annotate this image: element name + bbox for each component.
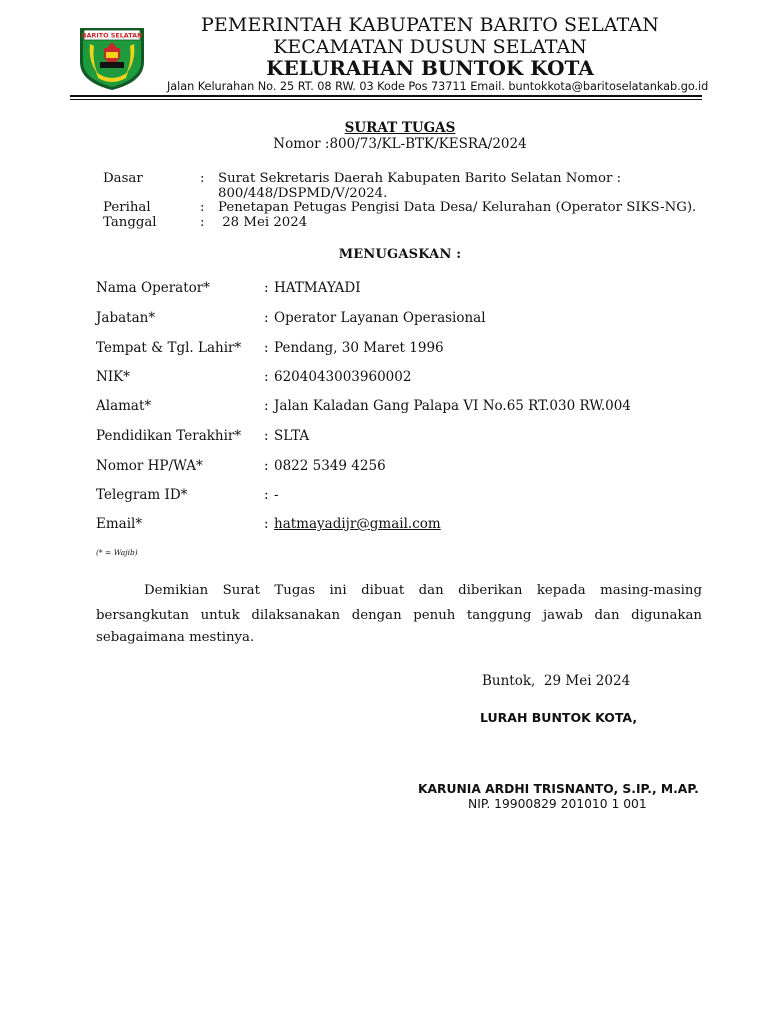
field-education-value: SLTA [274, 428, 310, 444]
field-nik-value: 6204043003960002 [274, 369, 412, 385]
field-address-value: Jalan Kaladan Gang Palapa VI No.65 RT.030 RW.004 [274, 398, 631, 414]
closing-line-3: sebagaimana mestinya. [96, 630, 255, 645]
signature-title: LURAH BUNTOK KOTA, [480, 710, 638, 725]
field-address-label: Alamat* [96, 398, 152, 414]
ref-subject-label: Perihal [103, 200, 151, 215]
field-position-label: Jabatan* [96, 310, 156, 326]
letterhead-thick-divider [70, 95, 702, 97]
field-operator-name-value: HATMAYADI [274, 280, 361, 296]
signature-name: KARUNIA ARDHI TRISNANTO, S.IP., M.AP. [418, 782, 699, 796]
document-number: Nomor :800/73/KL-BTK/KESRA/2024 [273, 136, 527, 152]
field-telegram-colon: : [264, 487, 269, 503]
field-email-colon: : [264, 516, 269, 532]
field-address-colon: : [264, 398, 269, 414]
signature-place-date: Buntok, 29 Mei 2024 [482, 673, 631, 689]
regency-emblem-logo [76, 22, 148, 92]
ref-subject-value: Penetapan Petugas Pengisi Data Desa/ Kelurahan (Operator SIKS-NG). [218, 200, 697, 215]
field-education-label: Pendidikan Terakhir* [96, 428, 242, 444]
ref-basis-colon: : [200, 171, 205, 186]
document-title: SURAT TUGAS [344, 120, 456, 136]
field-operator-name-label: Nama Operator* [96, 280, 210, 296]
letterhead-thin-divider [70, 99, 702, 100]
signature-nip: NIP. 19900829 201010 1 001 [468, 797, 647, 811]
ref-subject-colon: : [200, 200, 205, 215]
field-phone-value: 0822 5349 4256 [274, 458, 386, 474]
field-birth-value: Pendang, 30 Maret 1996 [274, 340, 444, 356]
letterhead-address: Jalan Kelurahan No. 25 RT. 08 RW. 03 Kode Pos 73711 Email. buntokkota@baritoselatankab.go.id [167, 80, 709, 93]
closing-line-1-text: Demikian Surat Tugas ini dibuat dan diberikan kepada masing-masing [144, 583, 702, 598]
ref-date-label: Tanggal [103, 215, 157, 230]
ref-date-colon: : [200, 215, 205, 230]
field-position-value: Operator Layanan Operasional [274, 310, 486, 326]
closing-line-2: bersangkutan untuk dilaksanakan dengan penuh tanggung jawab dan digunakan [96, 608, 702, 623]
ref-date-value: 28 Mei 2024 [218, 215, 308, 230]
assignment-heading: MENUGASKAN : [338, 247, 462, 262]
closing-line-1 [96, 584, 702, 597]
field-email-link[interactable]: hatmayadijr@gmail.com [274, 516, 441, 532]
logo-banner-text: BARITO SELATAN [81, 31, 143, 40]
field-operator-name-colon: : [264, 280, 269, 296]
field-education-colon: : [264, 428, 269, 444]
field-telegram-label: Telegram ID* [96, 487, 188, 503]
field-nik-label: NIK* [96, 369, 130, 385]
ref-basis-value-continuation: 800/448/DSPMD/V/2024. [218, 186, 388, 201]
field-phone-label: Nomor HP/WA* [96, 458, 203, 474]
field-email-label: Email* [96, 516, 143, 532]
field-telegram-value: - [274, 487, 279, 503]
ref-basis-value: Surat Sekretaris Daerah Kabupaten Barito Selatan Nomor : [218, 171, 622, 186]
letterhead-government: PEMERINTAH KABUPATEN BARITO SELATAN [201, 14, 659, 36]
field-position-colon: : [264, 310, 269, 326]
field-birth-colon: : [264, 340, 269, 356]
letterhead-village: KELURAHAN BUNTOK KOTA [266, 56, 594, 80]
ref-basis-label: Dasar [103, 171, 143, 186]
field-nik-colon: : [264, 369, 269, 385]
required-note: (* = Wajib) [96, 548, 138, 557]
field-phone-colon: : [264, 458, 269, 474]
field-birth-label: Tempat & Tgl. Lahir* [96, 340, 242, 356]
letterhead-district: KECAMATAN DUSUN SELATAN [273, 36, 587, 58]
